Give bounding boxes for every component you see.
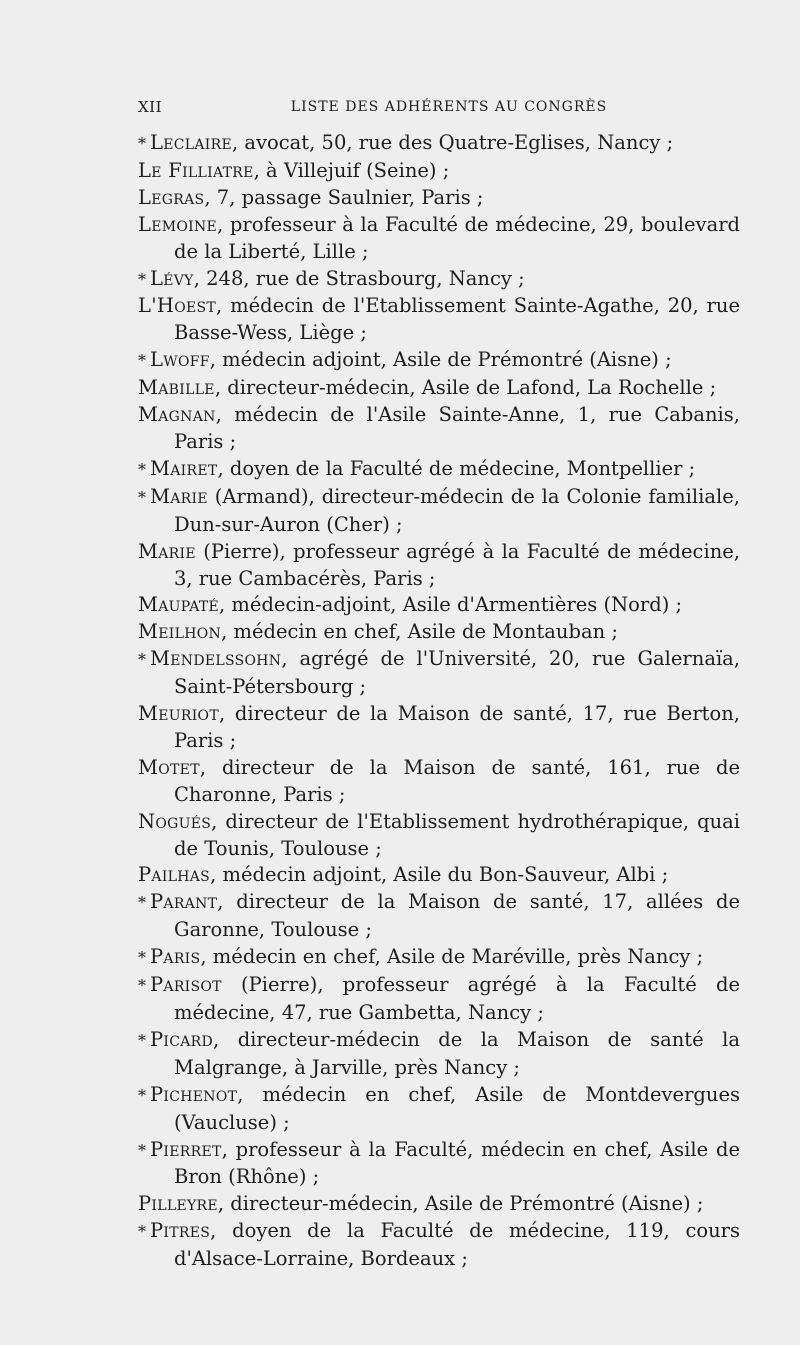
member-name: Leclaire	[150, 131, 232, 154]
member-name: Magnan	[138, 403, 216, 427]
member-details: , directeur de l'Etablissement hydrothérapique, quai de Tounis, Toulouse ;	[174, 809, 740, 860]
page-number: XII	[138, 98, 163, 116]
member-name: Picard	[150, 1027, 214, 1051]
member-details: , directeur de la Maison de santé, 17, allées de Garonne, Toulouse ;	[174, 890, 740, 942]
list-item	[138, 809, 740, 863]
list-item	[138, 456, 740, 484]
member-name: Le Filliatre	[138, 158, 254, 182]
member-details: , avocat, 50, rue des Quatre-Eglises, Nancy ;	[231, 131, 674, 154]
list-item	[138, 347, 740, 375]
asterisk-marker: *	[138, 269, 146, 289]
member-details: , directeur-médecin, Asile de Lafond, La Rochelle ;	[214, 376, 717, 400]
member-details: , 248, rue de Strasbourg, Nancy ;	[193, 266, 525, 290]
member-name: Pierret	[150, 1137, 222, 1161]
page-header	[138, 98, 740, 122]
member-name: Marie	[150, 484, 208, 508]
member-name: Pichenot	[150, 1082, 238, 1106]
member-name: Legras	[138, 185, 205, 209]
member-details: , médecin de l'Asile Sainte-Anne, 1, rue Cabanis, Paris ;	[174, 403, 740, 453]
member-name: L'Hoest	[138, 294, 217, 318]
member-name: Parisot	[150, 973, 222, 997]
member-name: Mendelssohn	[150, 647, 282, 671]
asterisk-marker: *	[138, 1085, 146, 1105]
asterisk-marker: *	[138, 134, 146, 153]
member-details: (Pierre), professeur agrégé à la Faculté de médecine, 3, rue Cambacérès, Paris ;	[174, 539, 740, 590]
member-name: Lwoff	[150, 348, 210, 372]
member-name: Lemoine	[138, 212, 218, 236]
member-details: , médecin en chef, Asile de Maréville, près Nancy ;	[200, 945, 704, 969]
list-item	[138, 293, 740, 347]
member-details: , médecin de l'Etablissement Sainte-Agathe, 20, rue Basse-Wess, Liège ;	[174, 294, 740, 345]
list-item	[138, 185, 740, 212]
member-details: , médecin adjoint, Asile de Prémontré (Aisne) ;	[209, 348, 672, 372]
member-name: Marie	[138, 539, 196, 563]
list-item	[138, 212, 740, 266]
list-item	[138, 646, 740, 701]
list-item	[138, 1191, 740, 1218]
member-details: , doyen de la Faculté de médecine, 119, cours d'Alsace-Lorraine, Bordeaux ;	[174, 1219, 740, 1271]
member-details: , directeur de la Maison de santé, 161, rue de Charonne, Paris ;	[174, 755, 740, 806]
list-item	[138, 889, 740, 944]
list-item	[138, 158, 740, 185]
list-item	[138, 1137, 740, 1192]
member-details: , médecin-adjoint, Asile d'Armentières (Nord) ;	[219, 593, 683, 617]
list-item	[138, 862, 740, 889]
member-list	[138, 130, 740, 1273]
list-item	[138, 1082, 740, 1137]
running-title: LISTE DES ADHÉRENTS AU CONGRÈS	[290, 99, 608, 115]
list-item	[138, 944, 740, 972]
asterisk-marker: *	[138, 1222, 146, 1242]
member-name: Meuriot	[138, 702, 219, 726]
list-item	[138, 130, 740, 158]
list-item	[138, 1218, 740, 1273]
member-details: , directeur-médecin, Asile de Prémontré (Aisne) ;	[217, 1192, 704, 1216]
member-name: Parant	[150, 890, 218, 914]
member-details: , directeur de la Maison de santé, 17, rue Berton, Paris ;	[174, 702, 740, 752]
list-item	[138, 972, 740, 1027]
member-details: , doyen de la Faculté de médecine, Montpellier ;	[217, 456, 696, 480]
member-details: , professeur à la Faculté de médecine, 29, boulevard de la Liberté, Lille ;	[174, 212, 740, 263]
asterisk-marker: *	[138, 487, 146, 507]
asterisk-marker: *	[138, 459, 146, 479]
asterisk-marker: *	[138, 351, 146, 371]
asterisk-marker: *	[138, 650, 146, 670]
member-name: Lévy	[150, 266, 194, 290]
list-item	[138, 701, 740, 755]
list-item	[138, 592, 740, 619]
member-details: , professeur à la Faculté, médecin en chef, Asile de Bron (Rhône) ;	[174, 1137, 740, 1189]
member-name: Meilhon	[138, 620, 222, 644]
member-name: Pitres	[150, 1219, 211, 1243]
member-name: Motet	[138, 755, 200, 779]
list-item	[138, 266, 740, 294]
list-item	[138, 619, 740, 646]
list-item	[138, 484, 740, 539]
list-item	[138, 755, 740, 809]
list-item	[138, 402, 740, 456]
asterisk-marker: *	[138, 1140, 146, 1160]
member-details: (Pierre), professeur agrégé à la Faculté de médecine, 47, rue Gambetta, Nancy ;	[174, 973, 740, 1024]
member-details: , directeur-médecin de la Maison de santé la Malgrange, à Jarville, près Nancy ;	[174, 1027, 740, 1079]
member-details: , médecin en chef, Asile de Montauban ;	[221, 620, 618, 644]
member-name: Mairet	[150, 456, 218, 480]
list-item	[138, 539, 740, 593]
member-details: , à Villejuif (Seine) ;	[253, 158, 450, 182]
asterisk-marker: *	[138, 1030, 146, 1050]
list-item	[138, 1027, 740, 1082]
asterisk-marker: *	[138, 976, 146, 996]
member-name: Nogués	[138, 809, 212, 833]
asterisk-marker: *	[138, 948, 146, 968]
member-details: (Armand), directeur-médecin de la Colonie familiale, Dun-sur-Auron (Cher) ;	[174, 484, 740, 536]
member-details: , 7, passage Saulnier, Paris ;	[204, 185, 484, 209]
member-details: , agrégé de l'Université, 20, rue Galernaïa, Saint-Pétersbourg ;	[174, 647, 740, 699]
member-name: Paris	[150, 945, 201, 969]
member-details: , médecin adjoint, Asile du Bon-Sauveur, Albi ;	[210, 863, 669, 887]
list-item	[138, 375, 740, 402]
asterisk-marker: *	[138, 893, 146, 913]
member-name: Pailhas	[138, 863, 211, 887]
member-details: , médecin en chef, Asile de Montdevergues (Vaucluse) ;	[174, 1082, 740, 1134]
member-name: Mabille	[138, 376, 215, 400]
member-name: Pilleyre	[138, 1192, 218, 1216]
member-name: Maupaté	[138, 593, 220, 617]
